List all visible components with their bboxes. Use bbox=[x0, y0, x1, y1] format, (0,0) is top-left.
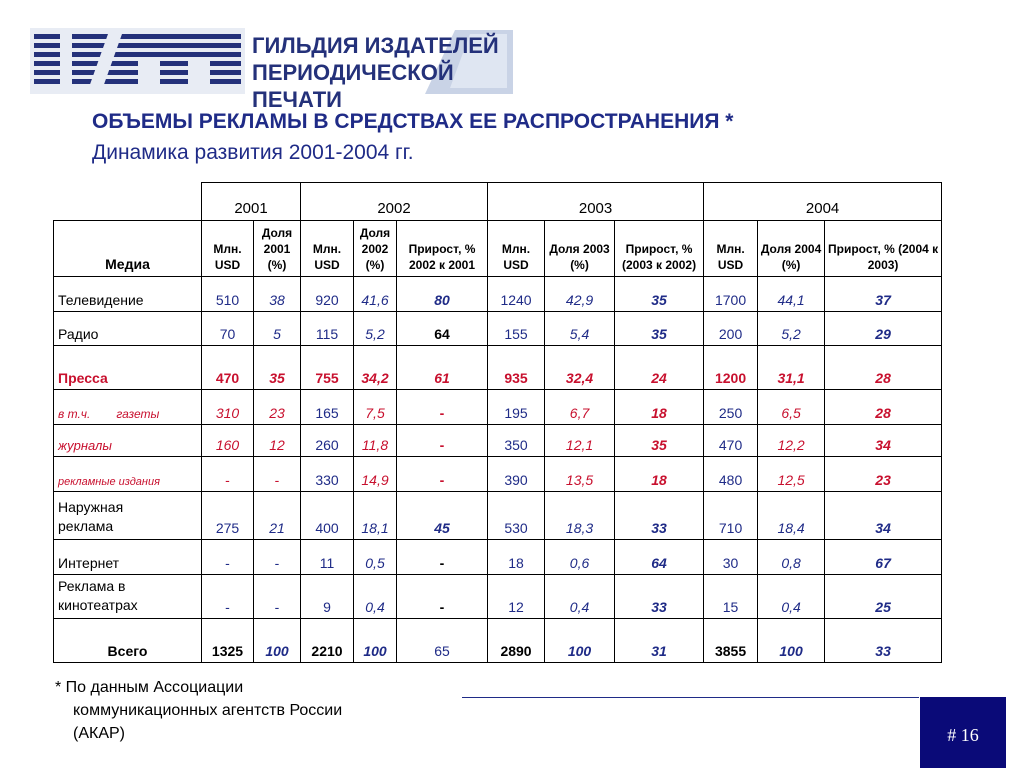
cell: 0,8 bbox=[758, 540, 825, 575]
row-label: Телевидение bbox=[54, 277, 202, 312]
cell: 35 bbox=[615, 312, 704, 346]
cell: 41,6 bbox=[354, 277, 397, 312]
footnote-line-1: * По данным Ассоциации bbox=[55, 679, 244, 696]
cell: 34,2 bbox=[354, 346, 397, 390]
cell: 12 bbox=[254, 425, 301, 457]
cell: - bbox=[397, 457, 488, 492]
cell: 18 bbox=[615, 457, 704, 492]
header-year-2003: 2003 bbox=[488, 183, 704, 221]
cell: 0,6 bbox=[545, 540, 615, 575]
row-label-line-2: реклама bbox=[58, 518, 114, 534]
cell: 1200 bbox=[704, 346, 758, 390]
header-share-2002: Доля 2002 (%) bbox=[354, 221, 397, 277]
page-number-box bbox=[920, 697, 1006, 768]
cell: 12,1 bbox=[545, 425, 615, 457]
row-label: Радио bbox=[54, 312, 202, 346]
cell: - bbox=[397, 575, 488, 619]
cell: - bbox=[397, 425, 488, 457]
cell: - bbox=[254, 457, 301, 492]
cell: 920 bbox=[301, 277, 354, 312]
cell: 260 bbox=[301, 425, 354, 457]
cell: - bbox=[397, 540, 488, 575]
header-year-2001: 2001 bbox=[202, 183, 301, 221]
footnote bbox=[55, 676, 342, 745]
header-year-row bbox=[54, 183, 942, 221]
row-label bbox=[54, 575, 202, 619]
footer-divider bbox=[462, 697, 919, 698]
header-mln-2002: Млн. USD bbox=[301, 221, 354, 277]
cell: 100 bbox=[545, 619, 615, 663]
cell: 44,1 bbox=[758, 277, 825, 312]
cell: 5,2 bbox=[758, 312, 825, 346]
cell: 100 bbox=[254, 619, 301, 663]
cell: 390 bbox=[488, 457, 545, 492]
table-row bbox=[54, 575, 942, 619]
cell: 33 bbox=[615, 575, 704, 619]
cell: 250 bbox=[704, 390, 758, 425]
table-row bbox=[54, 277, 942, 312]
header-sub-row bbox=[54, 221, 942, 277]
cell: 18,1 bbox=[354, 492, 397, 540]
cell: 310 bbox=[202, 390, 254, 425]
cell: 35 bbox=[615, 277, 704, 312]
cell: 275 bbox=[202, 492, 254, 540]
cell: 34 bbox=[825, 425, 942, 457]
cell: 15 bbox=[704, 575, 758, 619]
cell: 155 bbox=[488, 312, 545, 346]
header-empty-cell bbox=[54, 183, 202, 221]
footnote-line-3: (АКАР) bbox=[73, 725, 125, 742]
cell: 6,5 bbox=[758, 390, 825, 425]
cell: 2210 bbox=[301, 619, 354, 663]
cell: - bbox=[254, 575, 301, 619]
table-row bbox=[54, 457, 942, 492]
row-label-line-1: Реклама в bbox=[58, 578, 126, 594]
row-label: Пресса bbox=[54, 346, 202, 390]
cell: 5 bbox=[254, 312, 301, 346]
table-row bbox=[54, 540, 942, 575]
cell: 0,4 bbox=[545, 575, 615, 619]
cell: 12,5 bbox=[758, 457, 825, 492]
cell: 330 bbox=[301, 457, 354, 492]
cell: 67 bbox=[825, 540, 942, 575]
header-share-2003: Доля 2003 (%) bbox=[545, 221, 615, 277]
cell: 80 bbox=[397, 277, 488, 312]
cell: 195 bbox=[488, 390, 545, 425]
cell: 34 bbox=[825, 492, 942, 540]
cell: 23 bbox=[254, 390, 301, 425]
cell: 200 bbox=[704, 312, 758, 346]
logo-line-1: ГИЛЬДИЯ ИЗДАТЕЛЕЙ bbox=[252, 33, 499, 58]
cell: 13,5 bbox=[545, 457, 615, 492]
cell: 5,4 bbox=[545, 312, 615, 346]
header-mln-2004: Млн. USD bbox=[704, 221, 758, 277]
cell: 400 bbox=[301, 492, 354, 540]
footnote-line-2: коммуникационных агентств России bbox=[73, 702, 343, 719]
cell: 1325 bbox=[202, 619, 254, 663]
row-label-text: газеты bbox=[116, 407, 160, 421]
cell: 11,8 bbox=[354, 425, 397, 457]
header-year-2002: 2002 bbox=[301, 183, 488, 221]
row-label-prefix: в т.ч. bbox=[58, 407, 91, 421]
cell: 755 bbox=[301, 346, 354, 390]
header-year-2004: 2004 bbox=[704, 183, 942, 221]
cell: - bbox=[397, 390, 488, 425]
cell: 70 bbox=[202, 312, 254, 346]
logo-line-2: ПЕРИОДИЧЕСКОЙ ПЕЧАТИ bbox=[252, 60, 454, 112]
cell: 710 bbox=[704, 492, 758, 540]
cell: - bbox=[202, 540, 254, 575]
cell: 12 bbox=[488, 575, 545, 619]
logo-text bbox=[252, 32, 515, 113]
cell: 100 bbox=[758, 619, 825, 663]
header-mln-2003: Млн. USD bbox=[488, 221, 545, 277]
cell: 115 bbox=[301, 312, 354, 346]
cell: 32,4 bbox=[545, 346, 615, 390]
cell: 35 bbox=[254, 346, 301, 390]
cell: 64 bbox=[397, 312, 488, 346]
cell: 5,2 bbox=[354, 312, 397, 346]
cell: 160 bbox=[202, 425, 254, 457]
row-label: Интернет bbox=[54, 540, 202, 575]
table-row bbox=[54, 390, 942, 425]
cell: 18,4 bbox=[758, 492, 825, 540]
cell: 7,5 bbox=[354, 390, 397, 425]
header-growth-2003: Прирост, % (2003 к 2002) bbox=[615, 221, 704, 277]
header-media: Медиа bbox=[54, 221, 202, 277]
cell: 64 bbox=[615, 540, 704, 575]
cell: 30 bbox=[704, 540, 758, 575]
table-row bbox=[54, 312, 942, 346]
header-mln-2001: Млн. USD bbox=[202, 221, 254, 277]
cell: 470 bbox=[202, 346, 254, 390]
cell: 100 bbox=[354, 619, 397, 663]
cell: 24 bbox=[615, 346, 704, 390]
page-number: # 16 bbox=[947, 725, 979, 745]
cell: - bbox=[202, 575, 254, 619]
cell: 37 bbox=[825, 277, 942, 312]
cell: 480 bbox=[704, 457, 758, 492]
row-label: журналы bbox=[54, 425, 202, 457]
table-row bbox=[54, 425, 942, 457]
cell: 1240 bbox=[488, 277, 545, 312]
row-label-line-1: Наружная bbox=[58, 499, 124, 515]
cell: 0,4 bbox=[758, 575, 825, 619]
cell: 28 bbox=[825, 390, 942, 425]
cell: 3855 bbox=[704, 619, 758, 663]
cell: 42,9 bbox=[545, 277, 615, 312]
header-growth-2004: Прирост, % (2004 к 2003) bbox=[825, 221, 942, 277]
advertising-volume-table bbox=[53, 182, 942, 663]
row-label bbox=[54, 492, 202, 540]
cell: 11 bbox=[301, 540, 354, 575]
cell: 350 bbox=[488, 425, 545, 457]
cell: 33 bbox=[825, 619, 942, 663]
cell: - bbox=[254, 540, 301, 575]
cell: 18 bbox=[615, 390, 704, 425]
cell: 12,2 bbox=[758, 425, 825, 457]
header-share-2001: Доля 2001 (%) bbox=[254, 221, 301, 277]
cell: 45 bbox=[397, 492, 488, 540]
cell: 0,5 bbox=[354, 540, 397, 575]
cell: 21 bbox=[254, 492, 301, 540]
cell: 18,3 bbox=[545, 492, 615, 540]
table-row-total bbox=[54, 619, 942, 663]
cell: 14,9 bbox=[354, 457, 397, 492]
cell: 9 bbox=[301, 575, 354, 619]
cell: 65 bbox=[397, 619, 488, 663]
cell: 510 bbox=[202, 277, 254, 312]
cell: 2890 bbox=[488, 619, 545, 663]
gipp-logo-mark-icon bbox=[30, 28, 245, 94]
cell: 29 bbox=[825, 312, 942, 346]
cell: 18 bbox=[488, 540, 545, 575]
cell: 0,4 bbox=[354, 575, 397, 619]
row-label bbox=[54, 390, 202, 425]
cell: 35 bbox=[615, 425, 704, 457]
page-subtitle: Динамика развития 2001-2004 гг. bbox=[92, 141, 414, 164]
cell: 23 bbox=[825, 457, 942, 492]
header-share-2004: Доля 2004 (%) bbox=[758, 221, 825, 277]
cell: 61 bbox=[397, 346, 488, 390]
cell: 530 bbox=[488, 492, 545, 540]
row-label-line-2: кинотеатрах bbox=[58, 597, 138, 613]
cell: 28 bbox=[825, 346, 942, 390]
header-growth-2002: Прирост, % 2002 к 2001 bbox=[397, 221, 488, 277]
cell: - bbox=[202, 457, 254, 492]
cell: 165 bbox=[301, 390, 354, 425]
cell: 31,1 bbox=[758, 346, 825, 390]
cell: 31 bbox=[615, 619, 704, 663]
cell: 470 bbox=[704, 425, 758, 457]
cell: 25 bbox=[825, 575, 942, 619]
cell: 38 bbox=[254, 277, 301, 312]
table-row bbox=[54, 492, 942, 540]
row-label: рекламные издания bbox=[54, 457, 202, 492]
cell: 1700 bbox=[704, 277, 758, 312]
cell: 6,7 bbox=[545, 390, 615, 425]
guild-logo bbox=[30, 28, 515, 112]
row-label: Всего bbox=[54, 619, 202, 663]
table-row bbox=[54, 346, 942, 390]
cell: 33 bbox=[615, 492, 704, 540]
page-title: ОБЪЕМЫ РЕКЛАМЫ В СРЕДСТВАХ ЕЕ РАСПРОСТРАНЕНИЯ * bbox=[92, 110, 734, 133]
cell: 935 bbox=[488, 346, 545, 390]
